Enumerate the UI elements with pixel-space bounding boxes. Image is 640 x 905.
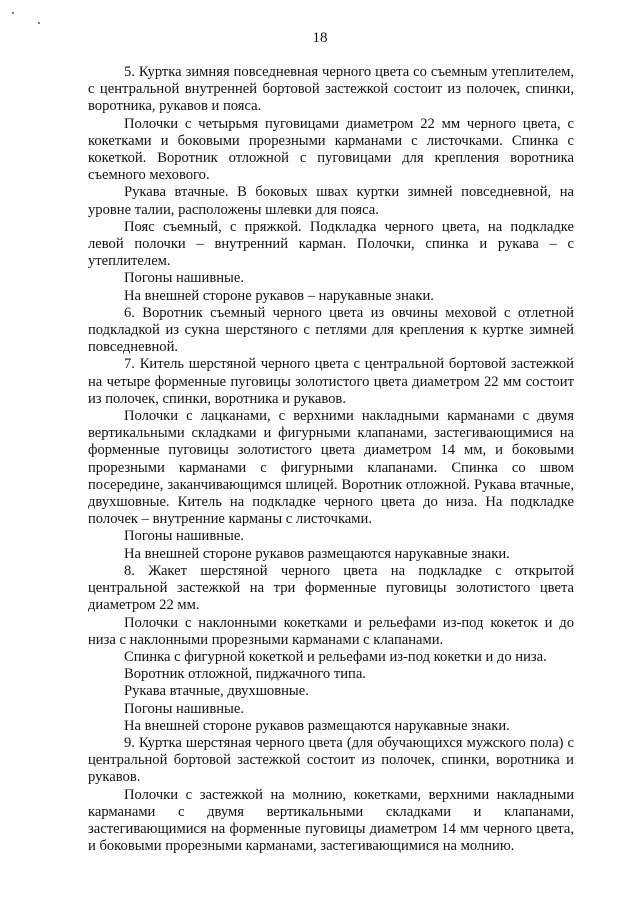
paragraph: Воротник отложной, пиджачного типа. [124, 666, 366, 683]
paragraph: На внешней стороне рукавов размещаются нарукавные знаки. [124, 717, 510, 734]
paragraph: Спинка с фигурной кокеткой и рельефами из-под кокетки и до низа. [124, 648, 547, 665]
paragraph: Рукава втачные, двухшовные. [124, 683, 309, 700]
paragraph: Погоны нашивные. [124, 528, 244, 545]
paragraph: 7. Китель шерстяной черного цвета с центральной бортовой застежкой на четыре форменные пуговицы золотистого цвета диаметром 22 мм состоит из полочек, спинки, воротника и рукавов. [88, 356, 574, 407]
paragraph: 9. Куртка шерстяная черного цвета (для обучающихся мужского пола) с центральной бортовой застежкой состоит из полочек, спинки, воротника и рукавов. [88, 734, 574, 786]
scan-speck [38, 22, 40, 24]
paragraph: Рукава втачные. В боковых швах куртки зимней повседневной, на уровне талии, расположены шлевки для пояса. [88, 184, 574, 218]
scan-speck [12, 12, 14, 14]
paragraph: Пояс съемный, с пряжкой. Подкладка черного цвета, на подкладке левой полочки – внутренний карман. Полочки, спинка и рукава – с утеплителем. [88, 218, 574, 270]
paragraph: Погоны нашивные. [124, 270, 244, 287]
paragraph: Погоны нашивные. [124, 700, 244, 717]
paragraph: 8. Жакет шерстяной черного цвета на подкладке с открытой центральной застежкой на три форменные пуговицы золотистого цвета диаметром 22 мм. [88, 562, 574, 614]
paragraph: 6. Воротник съемный черного цвета из овчины меховой с отлетной подкладкой из сукна шерстяного с петлями для крепления к куртке зимней повседневной. [88, 304, 574, 356]
paragraph: Полочки с наклонными кокетками и рельефами из-под кокеток и до низа с наклонными прорезными карманами с клапанами. [88, 614, 574, 648]
page-number: 18 [312, 30, 328, 46]
paragraph: Полочки с лацканами, с верхними накладными карманами с двумя вертикальными складками и фигурными клапанами, застегивающимися на форменные пуговицы золотистого цвета диаметром 14 мм, и боковыми прорезными карманами с фигурными клапанами. Спинка со швом посередине, заканчивающимся шлицей. Воротник отложной. Рукава втачные, двухшовные. Китель на подкладке черного цвета до низа. На подкладке полочек – внутренние карманы с листочками. [88, 408, 574, 528]
paragraph: 5. Куртка зимняя повседневная черного цвета со съемным утеплителем, с центральной внутренней бортовой застежкой состоит из полочек, спинки, воротника, рукавов и пояса. [88, 64, 574, 115]
paragraph: Полочки с четырьмя пуговицами диаметром 22 мм черного цвета, с кокетками и боковыми прорезными карманами с листочками. Спинка с кокеткой. Воротник отложной с пуговицами для крепления воротника съемного мехового. [88, 115, 574, 184]
paragraph: На внешней стороне рукавов размещаются нарукавные знаки. [124, 545, 510, 562]
document-body [88, 64, 574, 855]
paragraph: На внешней стороне рукавов – нарукавные знаки. [124, 287, 434, 304]
paragraph: Полочки с застежкой на молнию, кокетками, верхними накладными карманами с двумя вертикальными складками и клапанами, застегивающимися на форменные пуговицы диаметром 14 мм черного цвета, и боковыми прорезными карманами, застегивающимися на молнию. [88, 786, 574, 855]
